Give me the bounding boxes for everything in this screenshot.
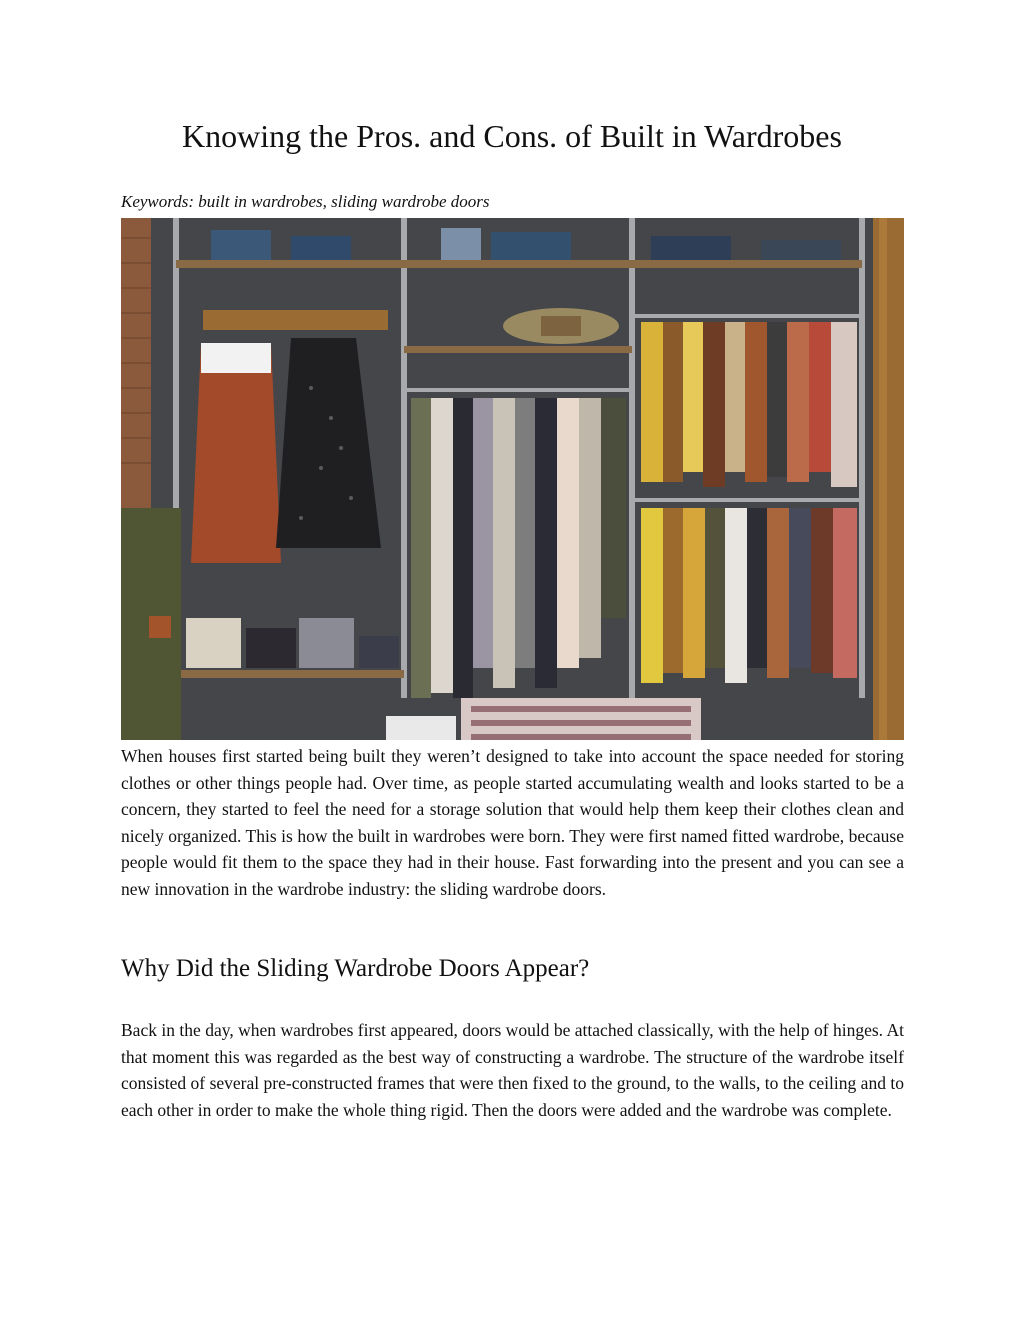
wardrobe-photo <box>121 218 904 740</box>
keywords-line: Keywords: built in wardrobes, sliding wardrobe doors <box>121 192 490 211</box>
document-title: Knowing the Pros. and Cons. of Built in Wardrobes <box>182 118 842 154</box>
section-heading: Why Did the Sliding Wardrobe Doors Appear? <box>121 955 590 982</box>
section-paragraph: Back in the day, when wardrobes first appeared, doors would be attached classically, with the help of hinges. At that moment this was regarded as the best way of constructing a wardrobe. The structure of the wardrobe itself consisted of several pre-constructed frames that were then fixed to the ground, to the walls, to the ceiling and to each other in order to make the whole thing rigid. Then the doors were added and the wardrobe was complete. <box>121 1020 904 1120</box>
intro-paragraph: When houses first started being built they weren’t designed to take into account the space needed for storing clothes or other things people had. Over time, as people started accumulating wealth and looks started to be a concern, they started to feel the need for a storage solution that would help them keep their clothes clean and nicely organized. This is how the built in wardrobes were born. They were first named fitted wardrobe, because people would fit them to the space they had in their house. Fast forwarding into the present and you can see a new innovation in the wardrobe industry: the sliding wardrobe doors. <box>121 746 904 899</box>
